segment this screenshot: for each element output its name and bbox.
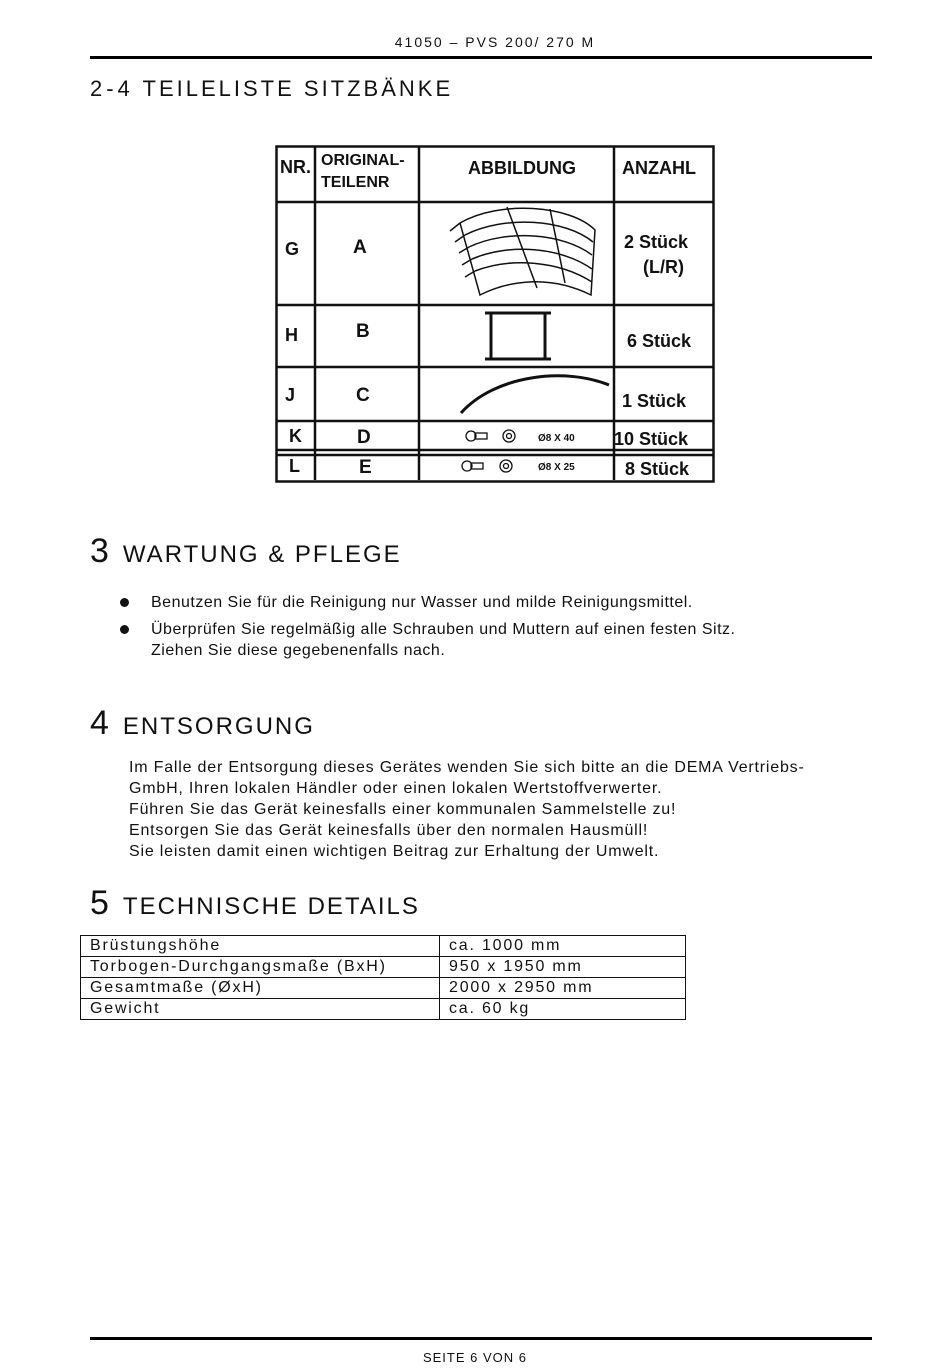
section-maintenance-heading [90, 532, 402, 571]
parts-row-k-count: 10 Stück [614, 429, 689, 449]
parts-row-h-nr: H [285, 325, 298, 345]
parts-row-k-dim: Ø8 X 40 [538, 433, 575, 444]
parts-header-image: ABBILDUNG [468, 158, 576, 178]
table-row [81, 999, 686, 1020]
tech-details-table [80, 935, 686, 1020]
parts-row-j-count: 1 Stück [622, 391, 687, 411]
disposal-line: GmbH, Ihren lokalen Händler oder einen lokalen Wertstoffverwerter. [129, 780, 663, 797]
parts-row-g-orig: A [353, 237, 367, 258]
section-tech-number: 5 [90, 884, 109, 922]
list-item-text: Benutzen Sie für die Reinigung nur Wasser und milde Reinigungsmittel. [151, 594, 693, 611]
tech-value: ca. 60 kg [440, 999, 686, 1020]
disposal-line: Entsorgen Sie das Gerät keinesfalls über den normalen Hausmüll! [129, 822, 649, 839]
parts-row-h-count: 6 Stück [627, 331, 692, 351]
parts-row-g-count-2: (L/R) [643, 257, 684, 277]
tech-label: Torbogen-Durchgangsmaße (BxH) [81, 957, 440, 978]
tech-label: Gewicht [81, 999, 440, 1020]
arc-rail-drawing [461, 376, 609, 413]
section-tech-title: TECHNISCHE DETAILS [122, 893, 420, 920]
maintenance-list [118, 592, 858, 667]
section-tech-heading [90, 884, 420, 923]
disposal-paragraph [129, 757, 869, 862]
section-parts-heading [90, 76, 453, 102]
parts-row-g-nr: G [285, 239, 300, 259]
tech-label: Brüstungshöhe [81, 936, 440, 957]
parts-row-l-dim: Ø8 X 25 [538, 462, 575, 473]
parts-row-j-orig: C [356, 385, 370, 406]
disposal-line: Sie leisten damit einen wichtigen Beitrag zur Erhaltung der Umwelt. [129, 843, 660, 860]
parts-row-g-count-1: 2 Stück [624, 232, 689, 252]
parts-header-orig-1: ORIGINAL- [321, 152, 405, 169]
parts-header-count: ANZAHL [622, 158, 696, 178]
list-item-text-continued: Ziehen Sie diese gegebenenfalls nach. [151, 642, 446, 659]
parts-row-k-orig: D [357, 427, 371, 448]
table-row [81, 978, 686, 999]
section-maintenance-number: 3 [90, 532, 109, 570]
parts-row-k-nr: K [289, 426, 302, 446]
section-parts-number: 2-4 [90, 76, 134, 101]
parts-header-nr: NR. [280, 157, 311, 177]
list-item [118, 592, 858, 613]
disposal-line: Im Falle der Entsorgung dieses Gerätes wenden Sie sich bitte an die DEMA Vertriebs- [129, 759, 805, 776]
bullet-icon [120, 598, 129, 607]
seat-segment-drawing [450, 207, 595, 295]
tech-value: 2000 x 2950 mm [440, 978, 686, 999]
footer-rule [90, 1337, 872, 1340]
parts-row-l-count: 8 Stück [625, 459, 690, 479]
table-row [81, 957, 686, 978]
list-item [118, 619, 858, 661]
bullet-icon [120, 625, 129, 634]
bolt-nut-small-drawing [462, 460, 512, 472]
parts-header-orig-2: TEILENR [321, 174, 390, 191]
tech-label: Gesamtmaße (ØxH) [81, 978, 440, 999]
section-maintenance-title: WARTUNG & PFLEGE [122, 541, 402, 568]
section-parts-title: TEILELISTE SITZBÄNKE [142, 76, 454, 101]
frame-drawing [485, 313, 551, 359]
parts-table [275, 145, 715, 483]
table-row [81, 936, 686, 957]
tech-value: 950 x 1950 mm [440, 957, 686, 978]
parts-row-h-orig: B [356, 321, 370, 342]
section-disposal-heading [90, 704, 315, 743]
page-footer: SEITE 6 VON 6 [422, 1350, 528, 1365]
bolt-nut-drawing [466, 430, 515, 442]
header-rule [90, 56, 872, 59]
document-header-title: 41050 – PVS 200/ 270 M [394, 34, 596, 50]
parts-row-j-nr: J [285, 385, 296, 405]
disposal-line: Führen Sie das Gerät keinesfalls einer kommunalen Sammelstelle zu! [129, 801, 677, 818]
list-item-text: Überprüfen Sie regelmäßig alle Schrauben und Muttern auf einen festen Sitz. [151, 621, 736, 638]
section-disposal-number: 4 [90, 704, 109, 742]
parts-row-l-orig: E [359, 457, 372, 478]
parts-row-l-nr: L [289, 456, 300, 476]
tech-value: ca. 1000 mm [440, 936, 686, 957]
section-disposal-title: ENTSORGUNG [122, 713, 315, 740]
